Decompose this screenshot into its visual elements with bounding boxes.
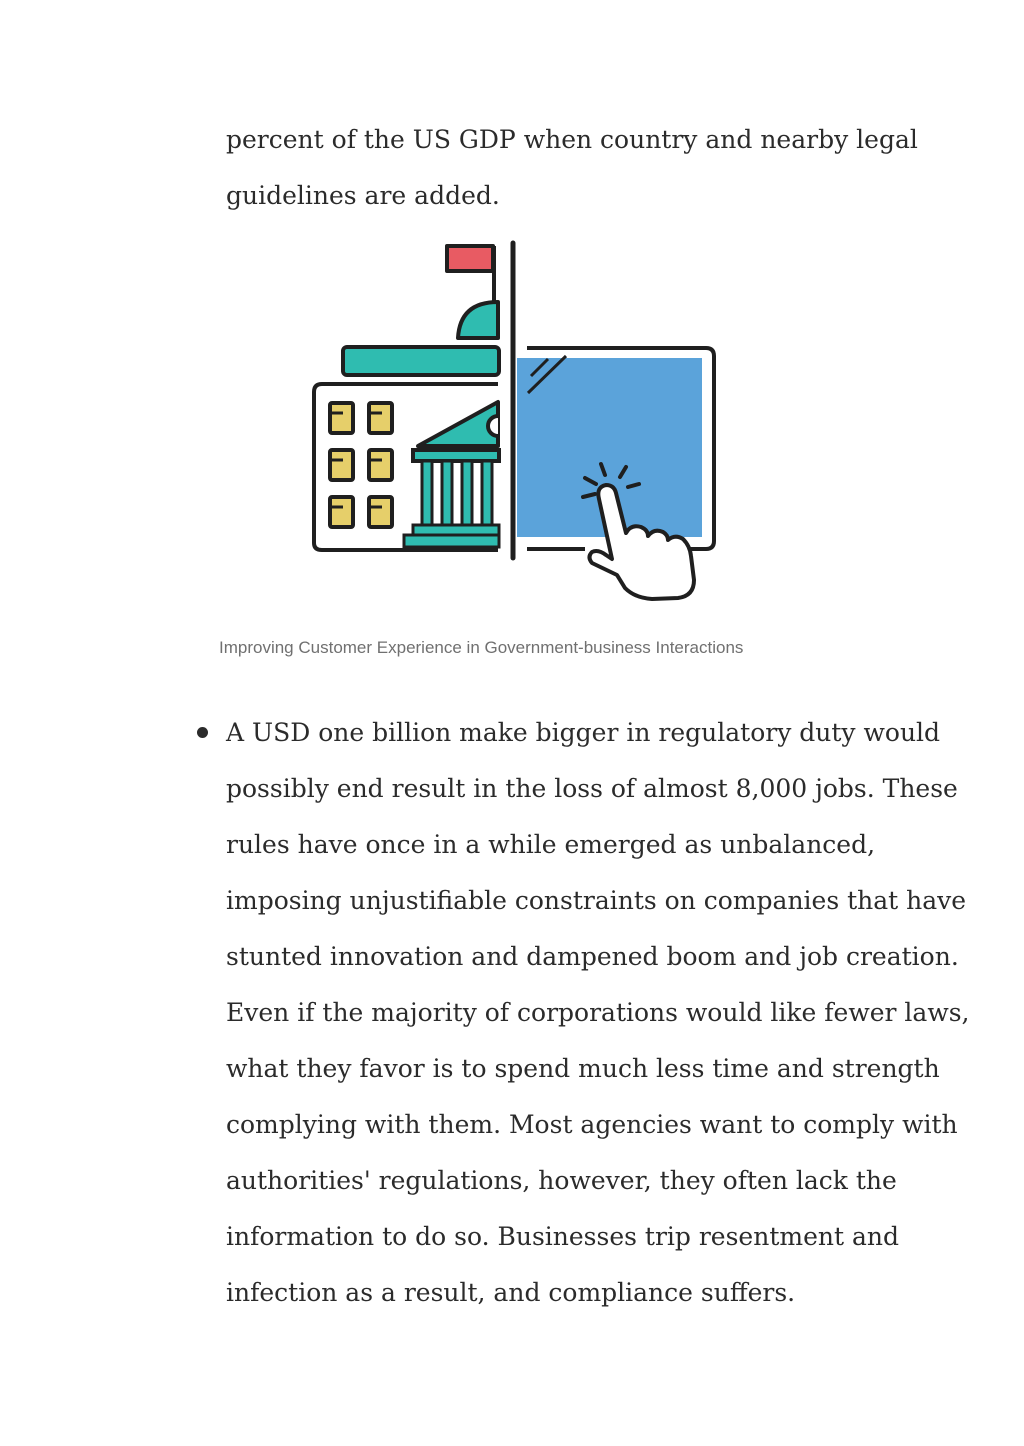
bullet-line: A USD one billion make bigger in regulatory duty would — [226, 718, 941, 747]
intro-line: guidelines are added. — [226, 181, 500, 210]
roof-bar — [343, 347, 499, 375]
bullet-line: infection as a result, and compliance suffers. — [226, 1278, 796, 1307]
bullet-line: stunted innovation and dampened boom and job creation. — [226, 942, 959, 971]
bullet-line: imposing unjustifiable constraints on companies that have — [226, 886, 967, 915]
intro-line: percent of the US GDP when country and nearby legal — [226, 125, 918, 154]
bullet-dot-icon — [197, 727, 208, 738]
bullet-line: what they favor is to spend much less time and strength — [226, 1054, 940, 1083]
bullet-paragraph — [226, 705, 970, 1321]
courthouse-icon — [404, 402, 499, 547]
intro-paragraph — [226, 112, 918, 224]
flag-icon — [447, 246, 494, 305]
bullet-line: rules have once in a while emerged as unbalanced, — [226, 830, 876, 859]
bullet-line: complying with them. Most agencies want to comply with — [226, 1110, 958, 1139]
government-digital-illustration — [300, 238, 730, 608]
bullet-line: Even if the majority of corporations would like fewer laws, — [226, 998, 970, 1027]
figure-caption: Improving Customer Experience in Government-business Interactions — [219, 638, 744, 657]
bullet-line: authorities' regulations, however, they often lack the — [226, 1166, 897, 1195]
dome-shape — [458, 302, 498, 338]
bullet-line: possibly end result in the loss of almost 8,000 jobs. These — [226, 774, 958, 803]
bullet-line: information to do so. Businesses trip resentment and — [226, 1222, 899, 1251]
